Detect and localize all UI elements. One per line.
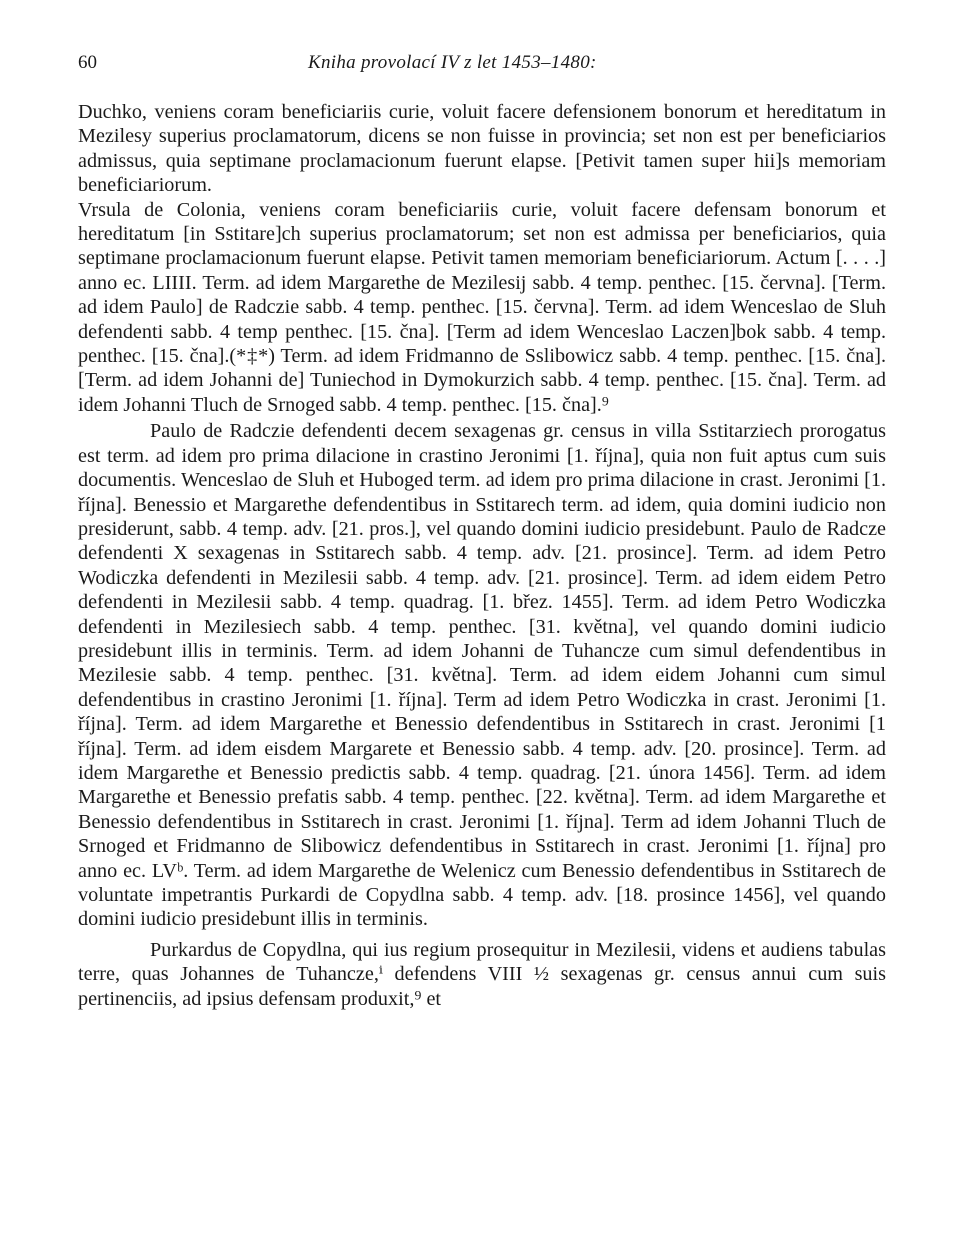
paragraph-purkardus: Purkardus de Copydlna, qui ius regium prosequitur in Mezilesii, videns et audiens tabulas terre, quas Johannes de Tuhancze,ⁱ defendens VIII ½ sexagenas gr. census annui cum suis pertinenciis, ad ipsius defensam produxit,⁹ et: [78, 938, 886, 1010]
paragraph-paulo: Paulo de Radczie defendenti decem sexagenas gr. census in villa Sstitarziech prorogatus est term. ad idem pro prima dilacione in crastino Jeronimi [1. října], quia non fuit aptus cum suis documentis. Wenceslao de Sluh et Huboged term. ad idem pro prima dilacione in crast. Jeronimi [1. října]. Benessio et Margarethe defendentibus in Sstitarech term. ad idem, quia domini iudicio non presiderunt, sabb. 4 temp. adv. [21. pros.], vel quando domini iudicio presidebunt. Paulo de Radcze defendenti X sexagenas in Sstitarech sabb. 4 temp. adv. [21. prosince]. Term. ad idem Petro Wodiczka defendenti in Mezilesii sabb. 4 temp. adv. [21. prosince]. Term. ad idem eidem Petro defendenti in Mezilesii sabb. 4 temp. quadrag. [1. břez. 1455]. Term. ad idem Petro Wodiczka defendenti in Mezilesiech sabb. 4 temp. penthec. [31. května], vel quando domini iudicio presidebunt illis in terminis. Term. ad idem Johanni de Tuhancze cum simul defendentibus in Mezilesie sabb. 4 temp. penthec. [31. května]. Term. ad idem eidem Johanni cum simul defendentibus in crastino Jeronimi [1. října]. Term ad idem Petro Wodiczka in crast. Jeronimi [1. října]. Term. ad idem Margarethe et Benessio defendentibus in Sstitarech in crast. Jeronimi [1 října]. Term. ad idem eisdem Margarete et Benessio sabb. 4 temp. adv. [20. prosince]. Term. ad idem Margarethe et Benessio predictis sabb. 4 temp. quadrag. [21. února 1456]. Term. ad idem Margarethe et Benessio prefatis sabb. 4 temp. penthec. [22. května]. Term. ad idem Margarethe et Benessio defendentibus in Sstitarech in crast. Jeronimi [1. října]. Term ad idem Johanni Tluch de Srnoged et Fridmanno de Slibowicz defendentibus in Sstitarech in crast. Jeronimi [1. října] pro anno ec. LVᵇ. Term. ad idem Margarethe de Welenicz cum Benessio defendentibus in Sstitarech de voluntate impetrantis Purkardi de Copydlna sabb. 4 temp. adv. [18. prosince 1456], vel quando domini iudicio presidebunt illis in terminis.: [78, 420, 886, 931]
body-text: [78, 100, 886, 1011]
page-number: 60: [78, 52, 97, 73]
page-header: [78, 52, 882, 78]
paragraph-duchko: Duchko, veniens coram beneficiariis curie, voluit facere defensionem bonorum et hereditatum in Mezilesy superius proclamatorum, dicens se non fuisse in provincia; set non est per beneficiarios admissus, quia septimane proclamacionum fuerunt elapse. [Petivit tamen super hii]s memoriam beneficiariorum.: [78, 101, 886, 197]
paragraph-vrsula: Vrsula de Colonia, veniens coram beneficiariis curie, voluit facere defensam bonorum et hereditatum [in Sstitare]ch superius proclamatorum; set non est admissa per beneficiarios, quia septimane proclamacionum fuerunt elapse. Petivit tamen memoriam beneficiariorum. Actum [. . . .] anno ec. LIIII. Term. ad idem Margarethe de Mezilesij sabb. 4 temp. penthec. [15. června]. [Term. ad idem Paulo] de Radczie sabb. 4 temp. penthec. [15. června]. Term. ad idem Wenceslao de Sluh defendenti sabb. 4 temp penthec. [15. čna]. [Term ad idem Wenceslao Laczen]bok sabb. 4 temp. penthec. [15. čna].(*‡*) Term. ad idem Fridmanno de Sslibowicz sabb. 4 temp. penthec. [15. čna]. [Term. ad idem Johanni de] Tuniechod in Dymokurzich sabb. 4 temp. penthec. [15. čna]. Term. ad idem Johanni Tluch de Srnoged sabb. 4 temp. penthec. [15. čna].⁹: [78, 198, 886, 416]
running-title: Kniha provolací IV z let 1453–1480:: [308, 52, 597, 73]
